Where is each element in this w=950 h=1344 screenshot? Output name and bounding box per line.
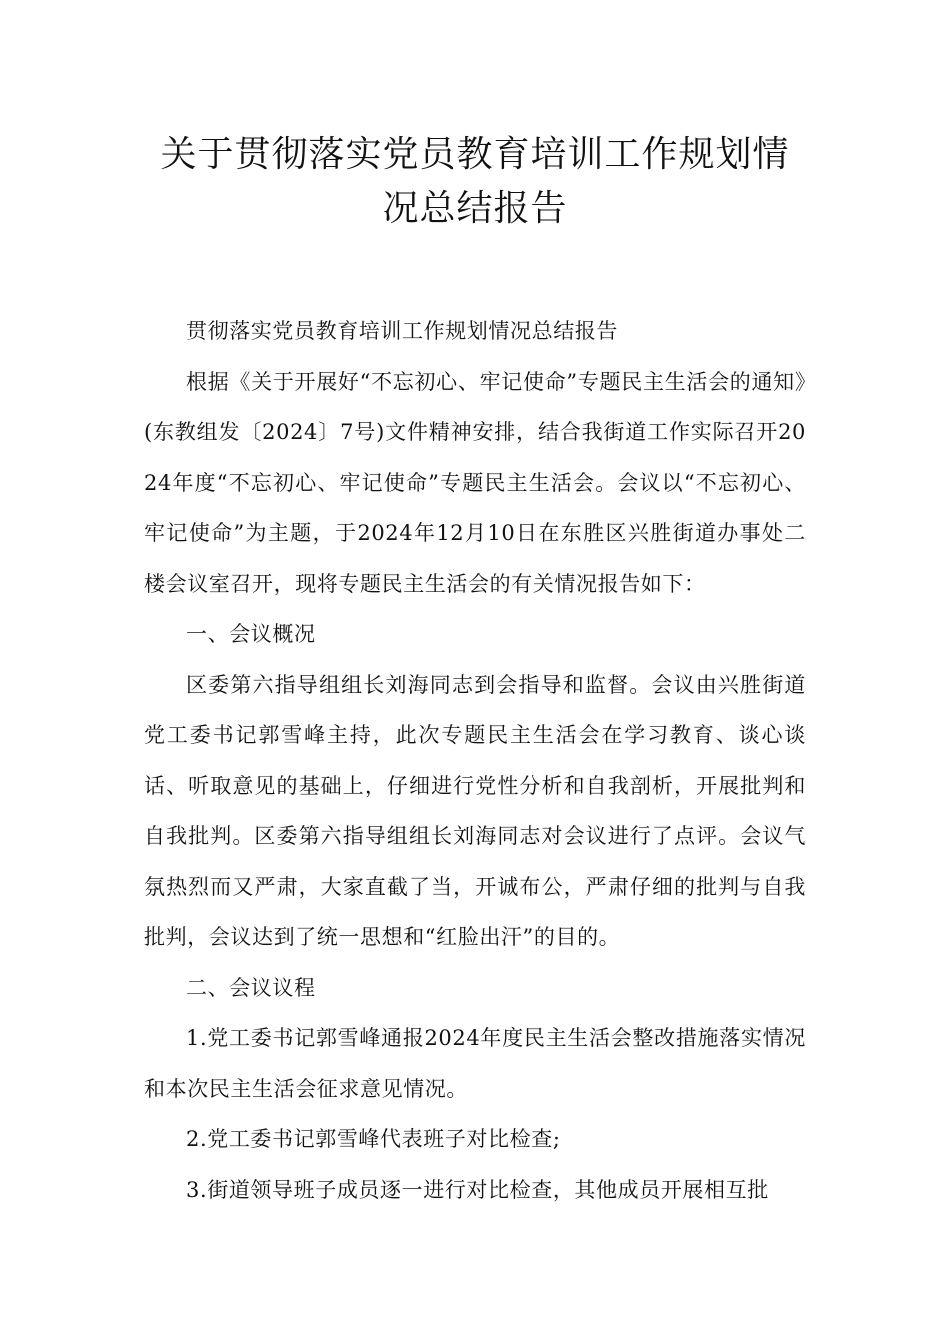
- agenda-item-1: 1.党工委书记郭雪峰通报2024年度民主生活会整改措施落实情况和本次民主生活会征求意见情况。: [144, 1026, 806, 1101]
- agenda-item-2: 2.党工委书记郭雪峰代表班子对比检查;: [186, 1127, 561, 1151]
- document-title-line-1: 关于贯彻落实党员教育培训工作规划情: [160, 134, 790, 175]
- document-title: [144, 128, 806, 236]
- agenda-item-3: 3.街道领导班子成员逐一进行对比检查，其他成员开展相互批: [186, 1177, 769, 1202]
- document-title-line-2: 况总结报告: [382, 188, 568, 229]
- subtitle-paragraph: 贯彻落实党员教育培训工作规划情况总结报告: [186, 319, 618, 343]
- section-heading-overview: 一、会议概况: [186, 622, 316, 646]
- document-body: [144, 306, 806, 1215]
- overview-paragraph: 区委第六指导组组长刘海同志到会指导和监督。会议由兴胜街道党工委书记郭雪峰主持，此次专题民主生活会在学习教育、谈心谈话、听取意见的基础上，仔细进行党性分析和自我剖析，开展批判和自我批判。区委第六指导组组长刘海同志对会议进行了点评。会议气氛热烈而又严肃，大家直截了当，开诚布公，严肃仔细的批判与自我批判，会议达到了统一思想和“红脸出汗”的目的。: [144, 672, 806, 949]
- intro-paragraph: 根据《关于开展好“不忘初心、牢记使命”专题民主生活会的通知》(东教组发〔2024〕7号)文件精神安排，结合我街道工作实际召开2024年度“不忘初心、牢记使命”专题民主生活会。会议以“不忘初心、牢记使命”为主题，于2024年12月10日在东胜区兴胜街道办事处二楼会议室召开，现将专题民主生活会的有关情况报告如下：: [144, 369, 806, 596]
- section-heading-agenda: 二、会议议程: [186, 975, 316, 1000]
